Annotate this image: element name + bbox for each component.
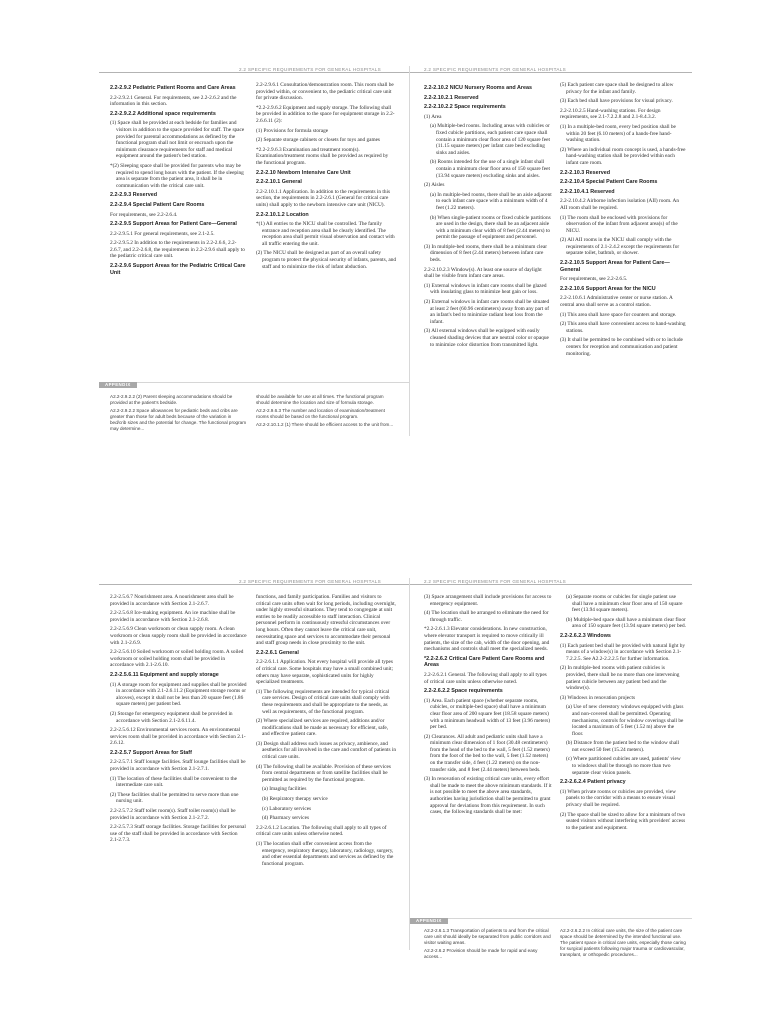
section-heading: 2.2-2.5.6.11 Equipment and supply storage: [110, 671, 219, 678]
page-spread-2-right: [410, 578, 692, 959]
paragraph: 2.2-2.10.6.1 Administrative center or nurse station. A central area shall serve as a control station.: [560, 295, 673, 309]
section-heading: *2.2-2.6.2 Critical Care Patient Care Rooms and Areas: [424, 655, 545, 669]
paragraph: should be available for use at all times. The functional program should determine the location and size of formula storage.: [256, 394, 384, 405]
paragraph: 2.2-2.5.7.2 Staff toilet room(s). Staff toilet room(s) shall be provided in accordance with Section 2.1-2.7.2.: [110, 808, 236, 821]
list-item: (4) The location shall be arranged to eliminate the need for through traffic.: [424, 610, 549, 623]
running-header: 2.2 SPECIFIC REQUIREMENTS FOR GENERAL HOSPITALS: [239, 579, 381, 584]
appendix-column: [424, 928, 552, 962]
list-item: (2) Aisles: [424, 182, 445, 189]
page-spread-1-left: [99, 66, 409, 436]
list-item: (3) Design shall address such issues as privacy, ambience, and aesthetics for all involved in the care and comfort of patients in critical care units.: [256, 740, 396, 761]
list-item: (1) Area: [424, 113, 442, 120]
section-heading: 2.2-2.9.4 Special Patient Care Rooms: [110, 201, 205, 208]
text-column: [256, 82, 396, 273]
sub-list-item: (b) Respiratory therapy service: [262, 796, 328, 803]
sub-list-item: (c) Where partitioned cubicles are used, patients' view to windows shall be through no more than two separate clear vision panels.: [566, 756, 681, 776]
section-heading: 2.2-2.6.2.2 Space requirements: [424, 688, 503, 695]
list-item: (1) In a multiple-bed room, every bed position shall be within 20 feet (6.10 meters) of a hands-free hand-washing station.: [560, 123, 676, 144]
list-item: (2) In multiple-bed rooms with patient cubicles is provided, there shall be no more than one intervening patient cubicle between any patient bed and the window(s).: [560, 665, 680, 692]
sub-list-item: (a) In multiple-bed rooms, there shall be an aisle adjacent to each infant care space with a minimum width of 4 feet (1.22 meters).: [430, 191, 552, 211]
list-item: (3) Windows in renovation projects: [560, 694, 636, 701]
list-item: (5) Each patient care space shall be designed to allow privacy for the infant and family.: [560, 82, 674, 95]
appendix-column: [110, 394, 247, 433]
text-column: [110, 82, 247, 279]
section-heading: 2.2-2.10.4.1 Reserved: [560, 188, 615, 195]
list-item: (3) Each bed shall have provisions for visual privacy.: [560, 98, 673, 105]
list-item: *(2) Sleeping space shall be provided for parents who may be required to spend long hours with the patient. If the sleeping area is separate from the patient area, it shall be in communication with the critical care unit.: [110, 162, 244, 189]
sub-list-item: (b) Rooms intended for the use of a single infant shall contain a minimum clear floor area of 150 square feet (13.94 square meters) excluding sinks and aisles.: [430, 159, 550, 179]
list-item: (3) All external windows shall be equipped with easily cleaned shading devices that are neutral color or opaque to minimize color distortion from transmitted light.: [424, 328, 549, 348]
header-rule: [410, 72, 692, 73]
list-item: (2) Separate storage cabinets or closets for toys and games: [256, 137, 380, 144]
section-heading: 2.2-2.6.2.3 Windows: [560, 632, 611, 639]
running-header: 2.2 SPECIFIC REQUIREMENTS FOR GENERAL HOSPITALS: [239, 67, 381, 72]
page-spread-2-left: [99, 578, 409, 950]
paragraph: For requirements, see 2.2-2.6.5.: [560, 276, 628, 283]
appendix-label: APPENDIX: [410, 918, 448, 924]
list-item: (2) These facilities shall be permitted to serve more than one nursing unit.: [110, 791, 239, 805]
list-item: (3) In multiple-bed rooms, there shall be a minimum clear dimension of 8 feet (2.44 meters) between infant care beds.: [424, 243, 547, 264]
list-item: (1) Area. Each patient space (whether separate rooms, cubicles, or multiple-bed space) shall have a minimum clear floor area of 200 square feet (18.58 square meters) with a minimum headwall width of 13 feet (3.96 meters) per bed.: [424, 697, 551, 731]
text-column: [560, 594, 686, 834]
section-heading: 2.2-2.10.6 Support Areas for the NICU: [560, 285, 656, 292]
list-item: (1) This area shall have space for counters and storage.: [560, 311, 677, 318]
section-heading: 2.2-2.10.2.1 Reserved: [424, 94, 479, 101]
appendix-column: [560, 928, 686, 960]
text-column: [256, 594, 396, 870]
appendix-label: APPENDIX: [99, 382, 137, 388]
paragraph: A2.2-2.9.2.2 (2) Parent sleeping accommodations should be provided at the patient's bedside.: [110, 394, 233, 405]
paragraph: A2.2-2.6.2.2 In critical care units, the size of the patient care space should be determined by the intended functional use. The patient space in critical care units, especially those caring for surgical patients following major trauma or cardiovascular, transplant, or orthopedic procedures...: [560, 928, 686, 957]
sub-list-item: (a) Multiple-bed rooms. Including areas with cubicles or fixed cubicle partitions, each patient care space shall contain a minimum clear floor area of 120 square feet (11.15 square meters) per infant care bed excluding sinks and aisles.: [430, 123, 550, 156]
list-item: (2) The NICU shall be designed as part of an overall safety program to protect the physical security of infants, parents, and staff and to minimize the risk of infant abduction.: [256, 250, 396, 270]
list-item: (2) External windows in infant care rooms shall be situated at least 2 feet (60.96 centimeters) away from any part of an infant's bed to minimize radiant heat loss from the infant.: [424, 299, 550, 325]
running-header: 2.2 SPECIFIC REQUIREMENTS FOR GENERAL HOSPITALS: [424, 579, 566, 584]
section-heading: 2.2-2.10.2.2 Space requirements: [424, 104, 506, 111]
paragraph: 2.2-2.5.6.12 Environmental services room. An environmental services room shall be provided in accordance with Section 2.1-2.6.12.: [110, 727, 246, 747]
list-item: (2) Where an individual room concept is used, a hands-free hand-washing station shall be provided within each infant care room.: [560, 146, 686, 166]
paragraph: A2.2-2.6.2 Provision should be made for rapid and easy access...: [424, 947, 538, 959]
list-item: (3) Space arrangement shall include provisions for access to emergency equipment.: [424, 594, 552, 607]
list-item: (2) Storage for emergency equipment shall be provided in accordance with Section 2.1-2.6.11.4.: [110, 710, 233, 724]
list-item: *(1) All entries to the NICU shall be controlled. The family entrance and reception area shall be clearly identified. The reception area shall permit visual observation and contact with all traffic entering the unit.: [256, 221, 395, 247]
section-heading: 2.2-2.6.2.4 Patient privacy: [560, 779, 626, 786]
list-item: (2) This area shall have convenient access to hand-washing stations.: [560, 321, 686, 334]
list-item: (1) When private rooms or cubicles are provided, view panels to the corridor with a means to ensure visual privacy shall be required.: [560, 788, 676, 809]
appendix-column: [256, 394, 396, 430]
sub-list-item: (a) Use of new clerestory windows equipped with glass and non-covered shall be permitted. Operating mechanisms, controls for window coverings shall be located a maximum of 5 feet (1.52 m) above the floor.: [566, 704, 684, 737]
paragraph: A2.2-2.10.1.2 (1) There should be efficient access to the unit from...: [256, 421, 394, 427]
paragraph: A2.2-2.6.1.3 Transportation of patients to and from the critical care unit should ideally be separated from public corridors and visitor waiting areas.: [424, 928, 551, 945]
section-heading: 2.2-2.9.5 Support Areas for Patient Care—General: [110, 221, 237, 228]
paragraph: A2.2-2.9.2.2 Space allowances for pediatric beds and cribs are greater than those for adult beds because of the variation in bed/crib sizes and the potential for change. The functional program may determine...: [110, 407, 247, 431]
list-item: (1) The following requirements are intended for typical critical care services. Design of critical care units shall comply with these requirements and shall be appropriate to the needs, as well as requirements, of the functional program.: [256, 688, 390, 715]
sub-list-item: (a) Separate rooms or cubicles for single patient use shall have a minimum clear floor area of 150 square feet (13.94 square meters).: [566, 594, 683, 614]
text-column: [424, 82, 552, 351]
paragraph: *2.2-2.9.6.2 Equipment and supply storage. The following shall be provided in addition to the space for equipment storage in 2.2-2.6.6.11 (2):: [256, 104, 395, 124]
sub-list-item: (b) When single-patient rooms or fixed cubicle partitions are used in the design, there shall be an adjacent aisle with a minimum clear width of 8 feet (2.44 meters) to permit the passage of equipment and personnel.: [430, 214, 551, 241]
paragraph: For requirements, see 2.2-2.6.4.: [110, 211, 178, 218]
list-item: (1) The location shall offer convenient access from the emergency, respiratory therapy, laboratory, radiology, surgery, and other essential departments and services as defined by the functional program.: [256, 841, 394, 867]
paragraph: 2.2-2.10.4.2 Airborne infection isolation (AII) room. An AII room shall be required.: [560, 198, 680, 211]
sub-list-item: (c) Laboratory services: [262, 805, 312, 812]
section-heading: 2.2-2.9.3 Reserved: [110, 192, 158, 199]
paragraph: *2.2-2.6.1.3 Elevator considerations. In new construction, where elevator transport is required to move critically ill patients, the size of the cab, width of the door opening, and mechanisms and controls shall meet the specialized needs.: [424, 626, 550, 653]
header-rule: [410, 584, 692, 585]
appendix-band: [410, 918, 692, 923]
paragraph: 2.2-2.6.2.1 General. The following shall apply to all types of critical care units unless otherwise noted.: [424, 671, 547, 685]
paragraph: *2.2-2.9.6.3 Examination and treatment room(s). Examination/treatment rooms shall be provided as required by the functional program.: [256, 146, 389, 166]
list-item: (2) Where specialized services are required, additions and/or modifications shall be made as necessary for efficient, safe, and effective patient care.: [256, 718, 389, 738]
list-item: (1) External windows in infant care rooms shall be glazed with insulating glass to minimize heat gain or loss.: [424, 282, 547, 296]
sub-list-item: (b) Multiple-bed space shall have a minimum clear floor area of 150 square feet (13.94 square meters) per bed.: [566, 616, 686, 630]
list-item: (1) The room shall be enclosed with provisions for observation of the infant from adjacent area(s) of the NICU.: [560, 214, 678, 234]
section-heading: 2.2-2.10.1.2 Location: [256, 211, 309, 218]
list-item: (1) Provisions for formula storage: [256, 127, 329, 134]
paragraph: 2.2-2.10.1.1 Application. In addition to the requirements in this section, the requirements in 2.2-2.6.1 (General for critical care units) shall apply to the newborn intensive care unit (NICU).: [256, 188, 391, 208]
list-item: (1) Space shall be provided at each bedside for families and visitors in addition to the space provided for staff. The space provided for parental accommodations as defined by the functional program shall not limit or encroach upon the minimum clearance requirements for staff and medical equipment around the patient's bed station.: [110, 120, 245, 160]
paragraph: 2.2-2.5.7.1 Staff lounge facilities. Staff lounge facilities shall be provided in accordance with Section 2.1-2.7.1.: [110, 759, 246, 773]
paragraph: A2.2-2.9.6.3 The number and location of examination/treatment rooms should be based on the functional program.: [256, 407, 385, 419]
section-heading: 2.2-2.5.7 Support Areas for Staff: [110, 749, 192, 756]
paragraph: 2.2-2.10.2.3 Window(s). At least one source of daylight shall be visible from infant care areas.: [424, 266, 542, 280]
section-heading: 2.2-2.10 Newborn Intensive Care Unit: [256, 169, 351, 176]
paragraph: 2.2-2.9.6.1 Consultation/demonstration room. This room shall be provided within, or convenient to, the pediatric critical care unit for private discussion.: [256, 82, 394, 102]
text-column: [424, 594, 552, 819]
section-heading: 2.2-2.9.6 Support Areas for the Pediatric Critical Care Unit: [110, 263, 246, 276]
section-heading: 2.2-2.10.4 Special Patient Care Rooms: [560, 179, 658, 186]
list-item: (3) It shall be permitted to be combined with or to include centers for reception and communication and patient monitoring.: [560, 337, 683, 357]
list-item: (2) The space shall be sized to allow for a minimum of two seated visitors without interfering with providers' access to the patient and equipment.: [560, 811, 686, 831]
paragraph: 2.2-2.9.5.2 In addition to the requirements in 2.2-2.6.6, 2.2-2.6.7, and 2.2-2.6.8, the requirements in 2.2-2.9.6 shall apply to the pediatric critical care unit.: [110, 240, 245, 260]
section-heading: 2.2-2.6.1 General: [256, 649, 299, 656]
text-column: [110, 594, 247, 847]
list-item: (2) All AII rooms in the NICU shall comply with the requirements of 2.1-2.4.2 except the requirements for separate toilet, bathtub, or shower.: [560, 237, 680, 257]
paragraph: 2.2-2.5.6.10 Soiled workroom or soiled holding room. A soiled workroom or soiled holding room shall be provided in accordance with 2.1-2.6.10.: [110, 649, 244, 669]
paragraph: 2.2-2.5.6.7 Nourishment area. A nourishment area shall be provided in accordance with Section 2.1-2.6.7.: [110, 594, 234, 607]
list-item: (1) Each patient bed shall be provided with natural light by means of a window(s) in accordance with Section 2.1-7.2.2.5. See A2.2-2.2.2.5 for further information.: [560, 642, 686, 662]
header-rule: [99, 584, 409, 585]
paragraph: 2.2-2.9.5.1 For general requirements, see 2.1-2.5.: [110, 230, 215, 237]
section-heading: 2.2-2.9.2 Pediatric Patient Rooms and Care Areas: [110, 85, 236, 91]
sub-list-item: (d) Pharmacy services: [262, 815, 310, 822]
text-column: [560, 82, 686, 360]
section-heading: 2.2-2.10.3 Reserved: [560, 169, 611, 176]
paragraph: 2.2-2.6.1.1 Application. Not every hospital will provide all types of critical care. Some hospitals may have a small combined unit; others may have separate, sophisticated units for highly specialized treatments.: [256, 659, 393, 686]
appendix-band: [99, 382, 409, 387]
running-header: 2.2 SPECIFIC REQUIREMENTS FOR GENERAL HOSPITALS: [424, 67, 566, 72]
section-heading: 2.2-2.9.2.2 Additional space requirements: [110, 110, 216, 117]
paragraph: 2.2-2.5.6.9 Clean workroom or clean supply room. A clean workroom or clean supply room shall be provided in accordance with 2.1-2.6.9.: [110, 626, 247, 646]
list-item: (2) Clearances. All adult and pediatric units shall have a minimum clear dimension of 1 foot (30.48 centimeters) from the head of the bed to the wall, 5 feet (1.52 meters) from the foot of the bed to the wall, 5 feet (1.52 meters) on the transfer side, 4 feet (1.22 meters) on the non-transfer side, and 8 feet (2.44 meters) between beds.: [424, 733, 550, 773]
list-item: (3) In renovation of existing critical care units, every effort shall be made to meet the above minimum standards. If it is not possible to meet the above area standards, authorities having jurisdiction shall be permitted to grant approval for deviations from this requirement. In such cases, the following standards shall be met:: [424, 776, 552, 816]
paragraph: 2.2-2.5.7.3 Staff storage facilities. Storage facilities for personal use of the staff shall be provided in accordance with Section 2.1-2.7.3.: [110, 824, 246, 844]
paragraph: 2.2-2.5.6.8 Ice-making equipment. An ice machine shall be provided in accordance with Section 2.1-2.6.8.: [110, 610, 236, 623]
section-heading: 2.2-2.10.2 NICU Nursery Rooms and Areas: [424, 85, 532, 91]
sub-list-item: (b) Distance from the patient bed to the window shall not exceed 50 feet (15.24 meters).: [566, 740, 680, 753]
sub-list-item: (a) Imaging facilities: [262, 786, 307, 793]
list-item: (1) The location of these facilities shall be convenient to the intermediate care unit.: [110, 775, 237, 789]
paragraph: functions, and family participation. Families and visitors to critical care units often wait for long periods, including overnight, under highly stressful situations. They tend to congregate at unit entries to be readily accessible to staff interaction. Clinical personnel perform in continuously stressful circumstances over long hours. Often they cannot leave the critical care unit, necessitating space and services to accommodate their personal and staff group needs in close proximity to the unit.: [256, 594, 396, 647]
section-heading: 2.2-2.10.5 Support Areas for Patient Care—General: [560, 260, 670, 273]
header-rule: [99, 72, 409, 73]
list-item: (1) A storage room for equipment and supplies shall be provided in accordance with 2.1-2.6.11.2 (Equipment storage rooms or alcoves), except it shall not be less than 20 square feet (1.86 square meters) per patient bed.: [110, 681, 247, 708]
section-heading: 2.2-2.10.1 General: [256, 179, 302, 186]
list-item: (4) The following shall be available. Provision of these services from central departments or from satellite facilities shall be permitted as required by the functional program.: [256, 763, 391, 783]
paragraph: 2.2-2.10.2.5 Hand-washing stations. For design requirements, see 2.1-7.2.2.8 and 2.1-8.4.3.2.: [560, 107, 661, 121]
page-spread-1-right: [410, 66, 692, 436]
paragraph: 2.2-2.6.1.2 Location. The following shall apply to all types of critical care units unless otherwise noted.: [256, 824, 387, 838]
paragraph: 2.2-2.9.2.1 General. For requirements, see 2.2-2.6.2 and the information in this section.: [110, 94, 237, 108]
